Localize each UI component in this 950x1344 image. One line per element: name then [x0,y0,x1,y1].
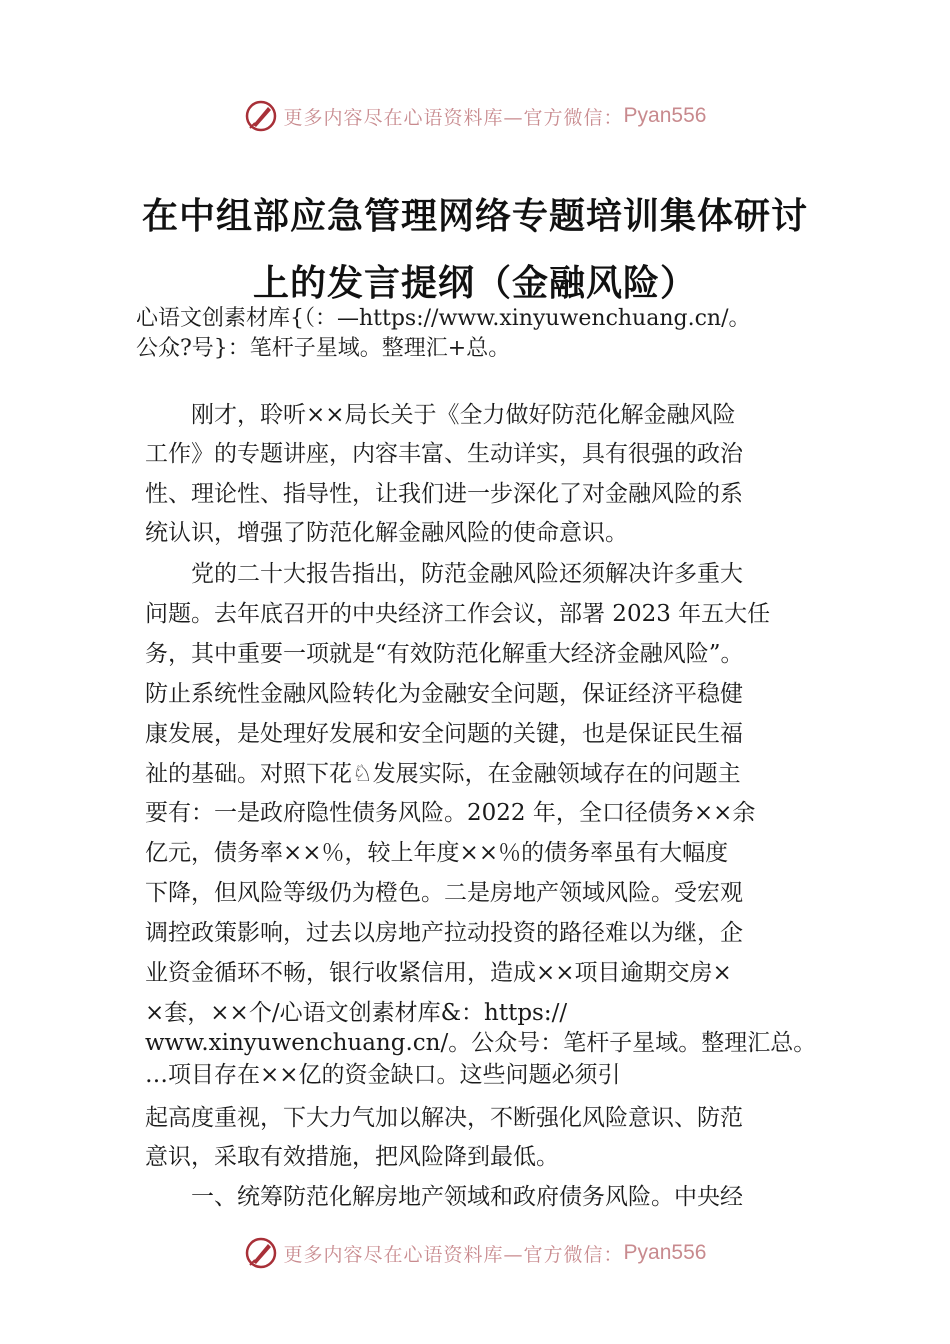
watermark-account: Pyan556 [623,1241,707,1264]
body-line: 业资金循环不畅，银行收紧信用，造成××项目逾期交房× [145,960,732,986]
quill-logo-icon [244,99,278,133]
body-line: 一、统筹防范化解房地产领域和政府债务风险。中央经 [145,1184,743,1210]
body-line: 要有：一是政府隐性债务风险。2022 年，全口径债务××余 [145,800,756,826]
body-line: 起高度重视，下大力气加以解决，不断强化风险意识、防范 [145,1105,743,1131]
body-line: 性、理论性、指导性，让我们进一步深化了对金融风险的系 [145,481,743,507]
body-line: 党的二十大报告指出，防范金融风险还须解决许多重大 [145,561,743,587]
source-note-line-2: 公众?号}：笔杆子星域。整理汇+总。 [136,336,511,361]
header-watermark [0,96,950,136]
body-line: 刚才，聆听××局长关于《全力做好防范化解金融风险 [145,402,736,428]
body-line: 务，其中重要一项就是“有效防范化解重大经济金融风险”。 [145,641,744,667]
body-line: 工作》的专题讲座，内容丰富、生动详实，具有很强的政治 [145,441,743,467]
body-line: 祉的基础。对照下花♘发展实际，在金融领域存在的问题主 [145,761,741,787]
body-line: ×套，××个/心语文创素材库&：https:// [145,1000,568,1026]
body-line: 下降，但风险等级仍为橙色。二是房地产领域风险。受宏观 [145,880,743,906]
body-line: 问题。去年底召开的中央经济工作会议，部署 2023 年五大任 [145,601,771,627]
source-note-line-1: 心语文创素材库{（：—https://www.xinyuwenchuang.cn/。 [136,306,751,331]
footer-watermark [0,1233,950,1273]
body-line: 康发展，是处理好发展和安全问题的关键，也是保证民生福 [145,721,743,747]
watermark-text: 更多内容尽在心语资料库—官方微信： [283,106,624,129]
document-title-line-2: 上的发言提纲（金融风险） [252,262,697,304]
body-line: …项目存在××亿的资金缺口。这些问题必须引 [145,1062,621,1088]
body-line: 调控政策影响，过去以房地产拉动投资的路径难以为继，企 [145,920,743,946]
quill-logo-icon [244,1236,278,1270]
watermark-account: Pyan556 [623,104,707,127]
watermark-text: 更多内容尽在心语资料库—官方微信： [283,1243,624,1266]
document-title-line-1: 在中组部应急管理网络专题培训集体研讨 [141,195,808,237]
body-line: 统认识，增强了防范化解金融风险的使命意识。 [145,520,628,546]
body-line: 意识，采取有效措施，把风险降到最低。 [145,1144,559,1170]
body-line: www.xinyuwenchuang.cn/。公众号：笔杆子星域。整理汇总。 [145,1030,817,1056]
body-line: 亿元，债务率××％，较上年度××％的债务率虽有大幅度 [145,840,729,866]
body-line: 防止系统性金融风险转化为金融安全问题，保证经济平稳健 [145,681,743,707]
